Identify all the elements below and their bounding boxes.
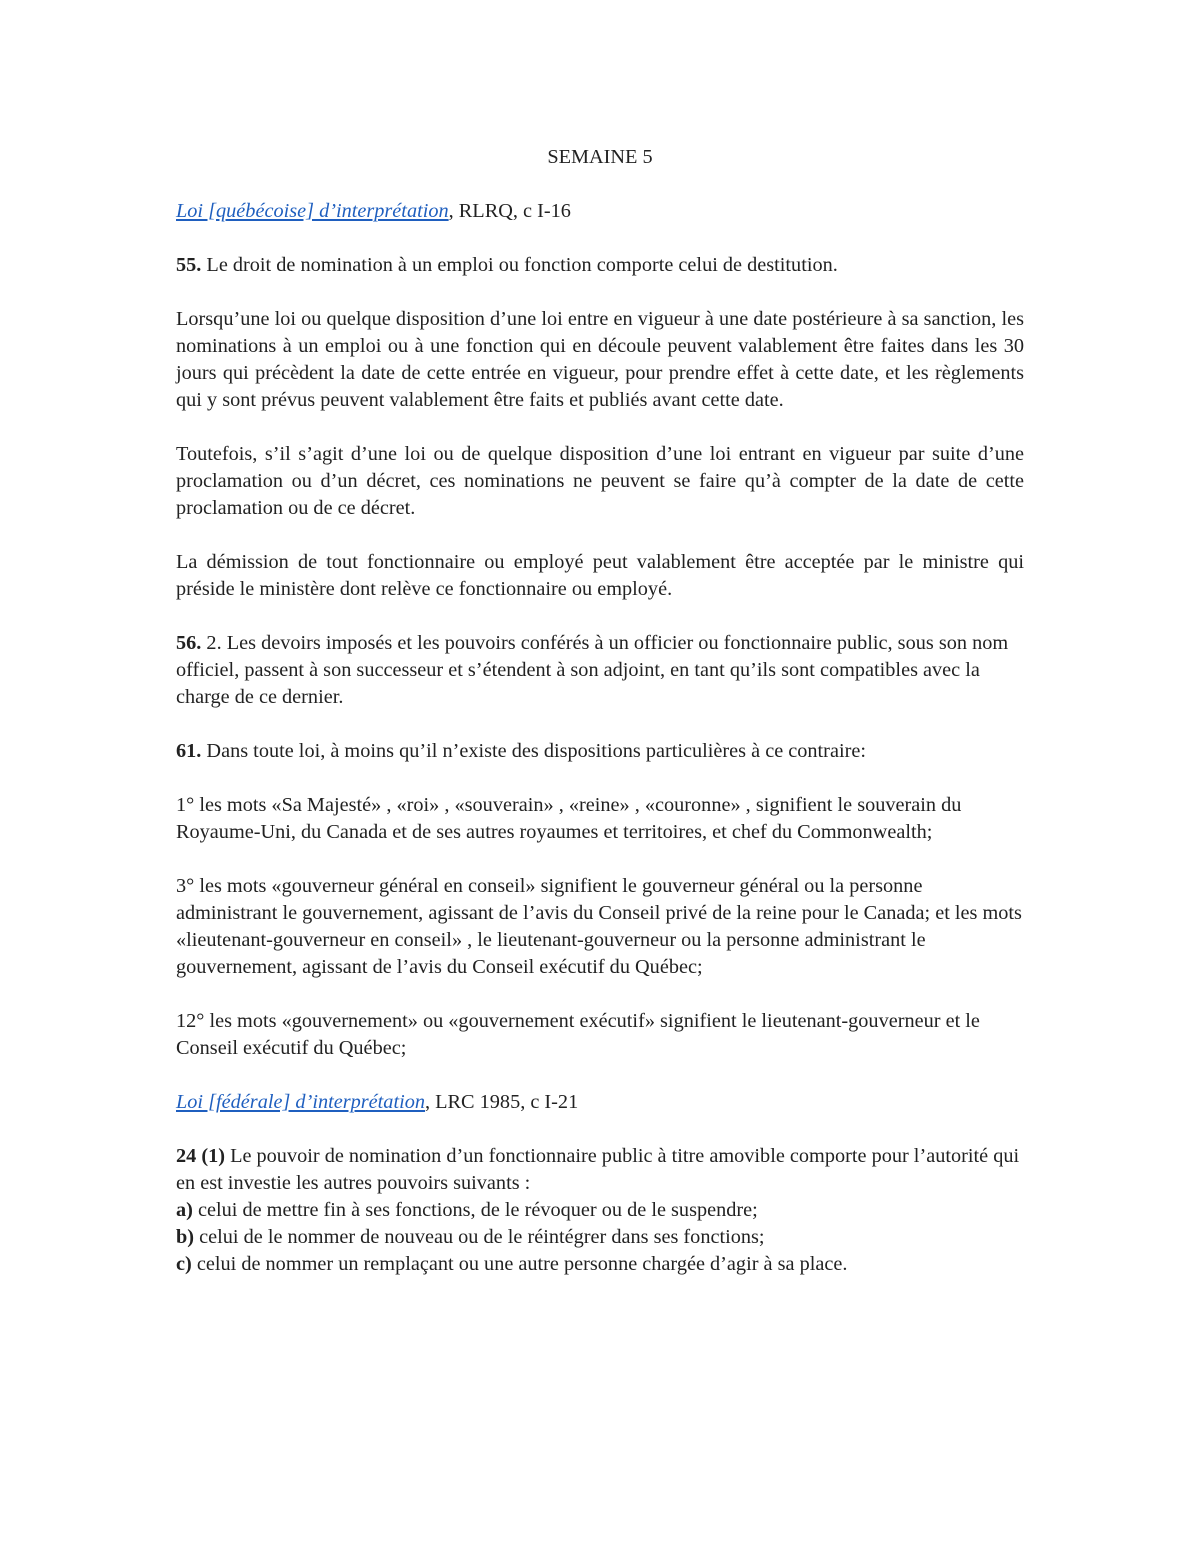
section-55-paragraph-3: Toutefois, s’il s’agit d’une loi ou de quelque disposition d’une loi entrant en vigueur par suite d’une proclamation ou d’un décret, ces nominations ne peuvent se faire qu’à compter de la date de cette proclamation ou de ce décret. <box>176 443 1024 519</box>
quebec-act-citation <box>176 198 1024 225</box>
section-61-number: 61. <box>176 740 202 762</box>
section-24-item-b <box>176 1224 1024 1251</box>
section-24-intro <box>176 1143 1024 1197</box>
section-56 <box>176 630 1024 711</box>
page-title: SEMAINE 5 <box>547 146 653 168</box>
section-61-item-12: 12° les mots «gouvernement» ou «gouvernement exécutif» signifient le lieutenant-gouverneur et le Conseil exécutif du Québec; <box>176 1010 980 1059</box>
quebec-act-citation-rest: , RLRQ, c I-16 <box>448 200 571 222</box>
section-24-item-a-label: a) <box>176 1199 193 1221</box>
federal-act-link[interactable]: Loi [fédérale] d’interprétation <box>176 1091 425 1113</box>
section-55-number: 55. <box>176 254 202 276</box>
section-61-text: Dans toute loi, à moins qu’il n’existe des dispositions particulières à ce contraire: <box>201 740 866 762</box>
section-55 <box>176 252 1024 279</box>
section-55-paragraph-4: La démission de tout fonctionnaire ou employé peut valablement être acceptée par le ministre qui préside le ministère dont relève ce fonctionnaire ou employé. <box>176 551 1024 600</box>
quebec-act-link[interactable]: Loi [québécoise] d’interprétation <box>176 200 449 222</box>
section-24-item-c-text: celui de nommer un remplaçant ou une autre personne chargée d’agir à sa place. <box>191 1253 848 1275</box>
section-24-item-a-text: celui de mettre fin à ses fonctions, de le révoquer ou de le suspendre; <box>192 1199 758 1221</box>
section-55-paragraph-2: Lorsqu’une loi ou quelque disposition d’une loi entre en vigueur à une date postérieure à sa sanction, les nominations à un emploi ou à une fonction qui en découle peuvent valablement être faites dans les 30 jours qui précèdent la date de cette entrée en vigueur, pour prendre effet à cette date, et les règlements qui y sont prévus peuvent valablement être faits et publiés avant cette date. <box>176 308 1024 411</box>
federal-act-citation <box>176 1089 1024 1116</box>
federal-act-citation-rest: , LRC 1985, c I-21 <box>425 1091 579 1113</box>
section-24-item-a <box>176 1197 1024 1224</box>
section-61 <box>176 738 1024 765</box>
section-61-item-1: 1° les mots «Sa Majesté» , «roi» , «souverain» , «reine» , «couronne» , signifient le souverain du Royaume-Uni, du Canada et de ses autres royaumes et territoires, et chef du Commonwealth; <box>176 794 962 843</box>
section-55-text: Le droit de nomination à un emploi ou fonction comporte celui de destitution. <box>201 254 838 276</box>
section-24-item-c <box>176 1251 1024 1278</box>
section-61-item-3: 3° les mots «gouverneur général en conseil» signifient le gouverneur général ou la personne administrant le gouvernement, agissant de l’avis du Conseil privé de la reine pour le Canada; et les mots «lieutenant-gouverneur en conseil» , le lieutenant-gouverneur ou la personne administrant le gouvernement, agissant de l’avis du Conseil exécutif du Québec; <box>176 875 1022 978</box>
section-24 <box>176 1143 1024 1278</box>
section-24-number: 24 (1) <box>176 1145 225 1167</box>
section-24-item-b-text: celui de le nommer de nouveau ou de le réintégrer dans ses fonctions; <box>194 1226 765 1248</box>
document-body <box>176 144 1024 1278</box>
section-56-number: 56. <box>176 632 202 654</box>
section-24-item-c-label: c) <box>176 1253 192 1275</box>
section-24-text: Le pouvoir de nomination d’un fonctionnaire public à titre amovible comporte pour l’autorité qui en est investie les autres pouvoirs suivants : <box>176 1145 1020 1194</box>
section-24-item-b-label: b) <box>176 1226 195 1248</box>
section-56-text: 2. Les devoirs imposés et les pouvoirs conférés à un officier ou fonctionnaire public, sous son nom officiel, passent à son successeur et s’étendent à son adjoint, en tant qu’ils sont compatibles avec la charge de ce dernier. <box>176 632 1009 708</box>
